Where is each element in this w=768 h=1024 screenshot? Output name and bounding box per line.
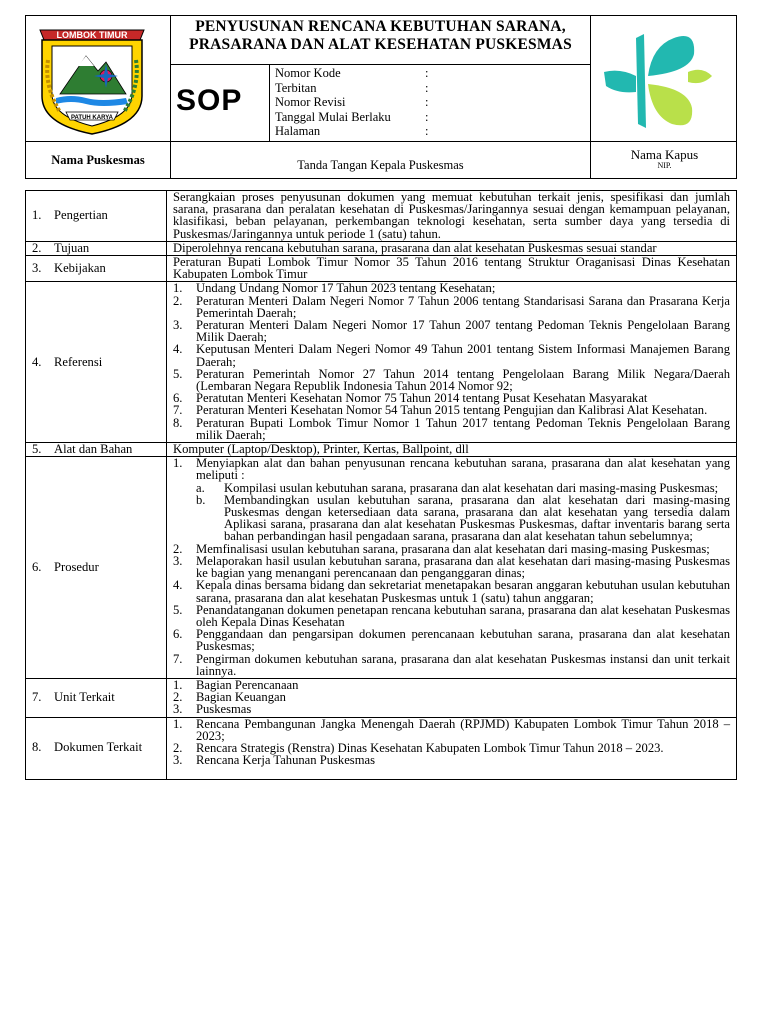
list-item: 4. Keputusan Menteri Dalam Negeri Nomor 49 Tahun 2001 tentang Sistem Informasi Manajemen Barang Daerah; [173, 342, 730, 369]
list-item: 3. Melaporakan hasil usulan kebutuhan sarana, prasarana dan alat kesehatan dari masing-masing Puskesmas ke bagian yang menangani perencanaan dan penganggaran dinas; [173, 553, 730, 581]
value-kebijakan: Peraturan Bupati Lombok Timur Nomor 35 Tahun 2016 tentang Struktur Oraganisasi Dinas Kesehatan Kabupaten Lombok Timur [167, 256, 737, 282]
list-item: 8. Peraturan Bupati Lombok Timur Nomor 1 Tahun 2017 tentang Pedoman Teknis Pengelolaan Barang milik Daerah; [173, 415, 730, 442]
list-item: a. Kompilasi usulan kebutuhan sarana, prasarana dan alat kesehatan dari masing-masing Puskesmas; [196, 480, 719, 495]
list-item: 5. Peraturan Pemerintah Nomor 27 Tahun 2014 tentang Pengelolaan Barang Milik Negara/Daerah (Lembaran Negara Republik Indonesia Tahun 2014 Nomor 92; [173, 366, 730, 394]
list-item: 1. Rencana Pembangunan Jangka Menengah Daerah (RPJMD) Kabupaten Lombok Timur Tahun 2018 – 2023; [173, 716, 730, 743]
nip-label: NIP. [657, 161, 672, 170]
meta-terbitan: Terbitan : [275, 80, 429, 95]
row-unit-terkait: 7. Unit Terkait 1. Bagian Perencanaan 2. Bagian Keuangan 3. Puskesmas [26, 678, 737, 717]
list-item: 2. Rencara Strategis (Renstra) Dinas Kesehatan Kabupaten Lombok Timur Tahun 2018 – 2023. [173, 740, 664, 755]
list-item: 5. Penandatanganan dokumen penetapan rencana kebutuhan sarana, prasarana dan alat kesehatan Puskesmas oleh Kepala Dinas Kesehatan [173, 602, 730, 629]
kemenkes-logo [602, 32, 714, 132]
value-tujuan: Diperolehnya rencana kebutuhan sarana, prasarana dan alat kesehatan Puskesmas sesuai standar [167, 241, 737, 255]
tanda-tangan-label: Tanda Tangan Kepala Puskesmas [297, 158, 464, 172]
row-kebijakan: 3. Kebijakan Peraturan Bupati Lombok Timur Nomor 35 Tahun 2016 tentang Struktur Oraganisasi Dinas Kesehatan Kabupaten Lombok Timur [26, 256, 737, 282]
nama-puskesmas: Nama Puskesmas [51, 152, 145, 167]
list-item: 6. Penggandaan dan pengarsipan dokumen perencanaan kebutuhan sarana, prasarana dan alat kesehatan Puskesmas; [173, 627, 730, 654]
row-prosedur: 6. Prosedur 1. Menyiapkan alat dan bahan penyusunan rencana kebutuhan sarana, prasarana dan alat kesehatan yang meliputi : a. Kompilasi usulan kebutuhan sarana, prasarana dan alat kesehatan dari masing-masing Puskesmas; b. Membandingkan usulan kebutuhan sarana, prasarana dan alat kesehatan dari masing-masing Puskesmas dengan ketersediaan data sarana, prasarana dan alat kesehatan yang tersedia dalam Aplikasi sarana, prasarana dan alat kesehatan Puskesmas Puskesmas, daftar inventaris barang serta bahan perbandingan hasil pengadaan sarana, prasarana dan alat kesehatan tahun sebelumnya; 2. Memfinalisasi usulan kebutuhan sarana, prasarana dan alat kesehatan dari masing-masing Puskesmas; 3. Melaporakan hasil usulan kebutuhan sarana, prasarana dan alat kesehatan dari masing-masing Puskesmas ke bagian yang menangani perencanaan dan penganggaran dinas; 4. Kepala dinas bersama bidang dan sekretariat menetapakan besaran anggaran kebutuhan usulan kebutuhan sarana, prasarana dan alat kesehatan Puskesmas untuk 1 (satu) tahun anggaran; 5. Penandatanganan dokumen penetapan rencana kebutuhan sarana, prasarana dan alat kesehatan Puskesmas oleh Kepala Dinas Kesehatan 6. Penggandaan dan pengarsipan dokumen perencanaan kebutuhan sarana, prasarana dan alat kesehatan Puskesmas; 7. Pengirman dokumen kebutuhan sarana, prasarana dan alat kesehatan Puskesmas instansi dan unit terkait lainnya. [26, 457, 737, 679]
list-item: 3. Peraturan Menteri Dalam Negeri Nomor 17 Tahun 2007 tentang Pedoman Teknis Pengelolaan Barang Milik Daerah; [173, 318, 730, 345]
list-item: 3. Rencana Kerja Tahunan Puskesmas [173, 753, 375, 768]
list-item: 7. Pengirman dokumen kebutuhan sarana, prasarana dan alat kesehatan Puskesmas instansi dan unit terkait lainnya. [173, 651, 730, 678]
title-line-2: PRASARANA DAN ALAT KESEHATAN PUSKESMAS [189, 36, 572, 53]
list-item: 7. Peraturan Menteri Kesehatan Nomor 54 Tahun 2015 tentang Pengujian dan Kalibrasi Alat Kesehatan. [173, 403, 708, 418]
label-prosedur: Prosedur [54, 559, 99, 574]
row-referensi: 4. Referensi 1. Undang Undang Nomor 17 Tahun 2023 tentang Kesehatan; 2. Peraturan Menteri Dalam Negeri Nomor 7 Tahun 2006 tentang Standarisasi Sarana dan Prasarana Kerja Pemerintah Daerah; 3. Peraturan Menteri Dalam Negeri Nomor 17 Tahun 2007 tentang Pedoman Teknis Pengelolaan Barang Milik Daerah; 4. Keputusan Menteri Dalam Negeri Nomor 49 Tahun 2001 tentang Sistem Informasi Manajemen Barang Daerah; 5. Peraturan Pemerintah Nomor 27 Tahun 2014 tentang Pengelolaan Barang Milik Negara/Daerah (Lembaran Negara Republik Indonesia Tahun 2014 Nomor 92; 6. Peratutan Menteri Kesehatan Nomor 75 Tahun 2014 tentang Pusat Kesehatan Masyarakat 7. Peraturan Menteri Kesehatan Nomor 54 Tahun 2015 tentang Pengujian dan Kalibrasi Alat Kesehatan. 8. Peraturan Bupati Lombok Timur Nomor 1 Tahun 2017 tentang Pedoman Teknis Pengelolaan Barang milik Daerah; [26, 282, 737, 443]
prosedur-list [173, 457, 730, 677]
list-item: 4. Kepala dinas bersama bidang dan sekretariat menetapakan besaran anggaran kebutuhan usulan kebutuhan sarana, prasarana dan alat kesehatan Puskesmas untuk 1 (satu) tahun anggaran; [173, 578, 730, 605]
meta-nomor-kode: Nomor Kode : [275, 66, 429, 80]
sop-label: SOP [176, 84, 243, 117]
list-item: 1. Menyiapkan alat dan bahan penyusunan rencana kebutuhan sarana, prasarana dan alat kesehatan yang meliputi : a. Kompilasi usulan kebutuhan sarana, prasarana dan alat kesehatan dari masing-masing Puskesmas; b. Membandingkan usulan kebutuhan sarana, prasarana dan alat kesehatan dari masing-masing Puskesmas dengan ketersediaan data sarana, prasarana dan alat kesehatan yang tersedia dalam Aplikasi sarana, prasarana dan alat kesehatan Puskesmas Puskesmas, daftar inventaris barang serta bahan perbandingan hasil pengadaan sarana, prasarana dan alat kesehatan tahun sebelumnya; [173, 456, 730, 544]
dokumen-list [173, 718, 730, 767]
label-tujuan: Tujuan [54, 240, 90, 255]
meta-halaman: Halaman : [275, 124, 429, 139]
label-kebijakan: Kebijakan [54, 261, 106, 276]
lombok-timur-logo [26, 16, 170, 141]
sop-header [25, 15, 737, 179]
sop-content-table [25, 190, 737, 780]
value-alat-bahan: Komputer (Laptop/Desktop), Printer, Kertas, Ballpoint, dll [167, 443, 737, 457]
list-item: 1. Undang Undang Nomor 17 Tahun 2023 tentang Kesehatan; [173, 281, 496, 296]
logo-bottom-text: PATUH KARYA [70, 115, 114, 121]
meta-nomor-revisi: Nomor Revisi : [275, 95, 429, 110]
label-referensi: Referensi [54, 354, 103, 369]
list-item: 3. Puskesmas [173, 702, 252, 717]
kapus-signature-block [591, 141, 738, 170]
list-item: 2. Bagian Keuangan [173, 690, 286, 705]
value-pengertian: Serangkaian proses penyusunan dokumen yang memuat kebutuhan terkait jenis, spesifikasi dan jumlah sarana, prasarana dan peralatan kesehatan di Puskesmas/Jaringannya sesuai dengan kemampuan pelayanan, klasifikasi, beban pelayanan, perkembangan teknologi kesehatan, serta sumber daya yang tersedia di Puskesmas/Jaringannya untuk periode 1 (satu) tahun. [167, 191, 737, 242]
unit-list [173, 679, 730, 716]
referensi-list [173, 282, 730, 441]
label-alat-bahan: Alat dan Bahan [54, 442, 133, 457]
list-item: b. Membandingkan usulan kebutuhan sarana, prasarana dan alat kesehatan dari masing-masing Puskesmas dengan ketersediaan data sarana, prasarana dan alat kesehatan yang tersedia dalam Aplikasi sarana, prasarana dan alat kesehatan Puskesmas Puskesmas, daftar inventaris barang serta bahan perbandingan hasil pengadaan sarana, prasarana dan alat kesehatan tahun sebelumnya; [196, 492, 730, 544]
label-pengertian: Pengertian [54, 208, 108, 223]
row-alat-bahan: 5. Alat dan Bahan Komputer (Laptop/Desktop), Printer, Kertas, Ballpoint, dll [26, 443, 737, 457]
list-item: 6. Peratutan Menteri Kesehatan Nomor 75 Tahun 2014 tentang Pusat Kesehatan Masyarakat [173, 391, 648, 406]
row-tujuan: 2. Tujuan Diperolehnya rencana kebutuhan sarana, prasarana dan alat kesehatan Puskesmas sesuai standar [26, 241, 737, 255]
nama-kapus: Nama Kapus [630, 147, 699, 162]
list-item: 1. Bagian Perencanaan [173, 677, 299, 692]
label-unit-terkait: Unit Terkait [54, 690, 115, 705]
list-item: 2. Peraturan Menteri Dalam Negeri Nomor 7 Tahun 2006 tentang Standarisasi Sarana dan Prasarana Kerja Pemerintah Daerah; [173, 293, 730, 320]
label-dokumen-terkait: Dokumen Terkait [54, 740, 143, 755]
list-item: 2. Memfinalisasi usulan kebutuhan sarana, prasarana dan alat kesehatan dari masing-masing Puskesmas; [173, 541, 710, 556]
logo-top-text: LOMBOK TIMUR [56, 30, 128, 40]
title-line-1: PENYUSUNAN RENCANA KEBUTUHAN SARANA, [195, 18, 566, 35]
document-title [171, 18, 590, 54]
prosedur-sublist [196, 482, 730, 543]
row-dokumen-terkait: 8. Dokumen Terkait 1. Rencana Pembangunan Jangka Menengah Daerah (RPJMD) Kabupaten Lombok Timur Tahun 2018 – 2023; 2. Rencara Strategis (Renstra) Dinas Kesehatan Kabupaten Lombok Timur Tahun 2018 – 2023. 3. Rencana Kerja Tahunan Puskesmas [26, 717, 737, 779]
meta-tanggal-berlaku: Tanggal Mulai Berlaku : [275, 109, 429, 124]
row-pengertian: 1. Pengertian Serangkaian proses penyusunan dokumen yang memuat kebutuhan terkait jenis, spesifikasi dan jumlah sarana, prasarana dan peralatan kesehatan di Puskesmas/Jaringannya sesuai dengan kemampuan pelayanan, klasifikasi, beban pelayanan, perkembangan teknologi kesehatan, serta sumber daya yang tersedia di Puskesmas/Jaringannya untuk periode 1 (satu) tahun. [26, 191, 737, 242]
metadata-list [270, 66, 590, 139]
